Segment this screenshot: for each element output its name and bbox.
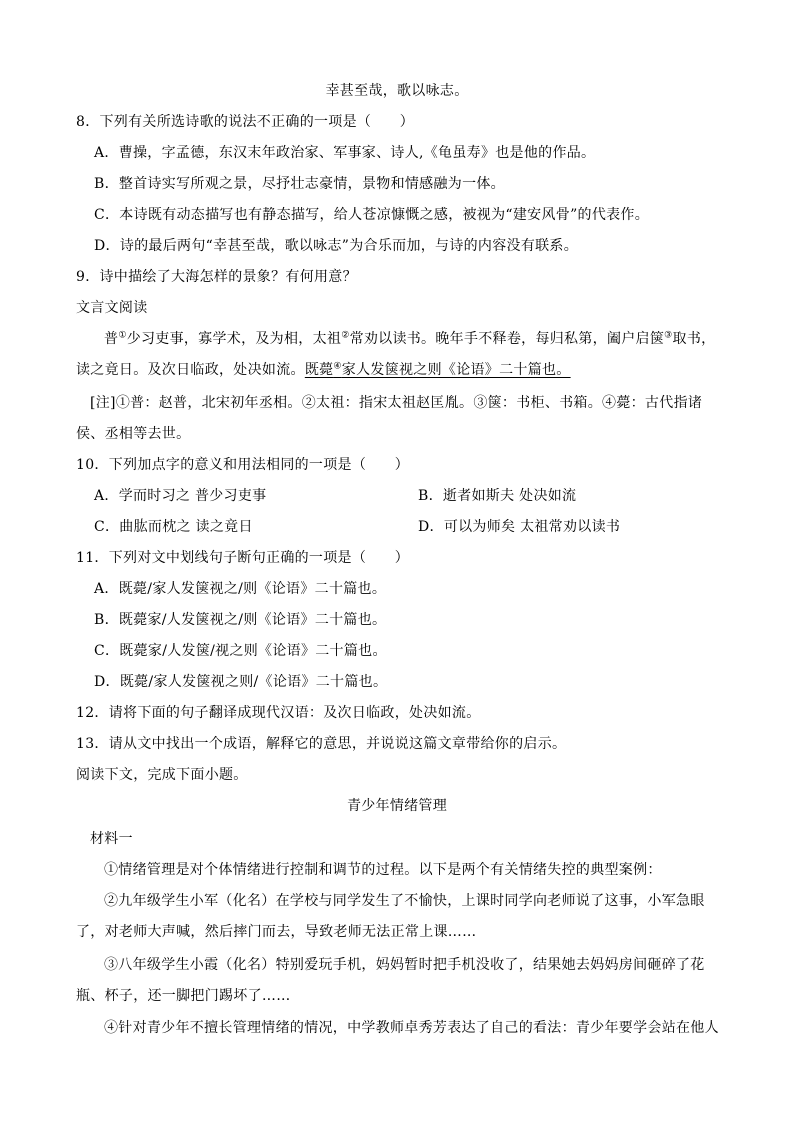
passage-text: 取书， — [672, 331, 716, 347]
paragraph-3-line-1: ③八年级学生小霞（化名）特别爱玩手机，妈妈暂时把手机没收了，结果她去妈妈房间砸碎了花 — [104, 957, 705, 973]
notes-line-2: 侯、丞相等去世。 — [76, 426, 191, 442]
paragraph-2-line-1: ②九年级学生小军（化名）在学校与同学发生了不愉快，上课时同学向老师说了这事，小军急眼 — [104, 893, 705, 909]
footnote-marker: ④ — [333, 361, 342, 372]
paragraph-3-line-2: 瓶、杯子，还一脚把门踢坏了…… — [76, 988, 291, 1004]
passage-text: 读之竟日。及次日临政，处决如流。 — [76, 362, 305, 378]
underlined-text: 家人发箧视之则《论语》二十篇也。 — [341, 362, 571, 378]
section-heading-classical: 文言文阅读 — [76, 300, 148, 316]
passage-line-1 — [104, 329, 715, 349]
paragraph-4-line-1: ④针对青少年不擅长管理情绪的情况，中学教师卓秀芳表达了自己的看法：青少年要学会站在他人 — [104, 1020, 719, 1036]
question-8-option-d: D．诗的最后两句“幸甚至哉，歌以咏志”为合乐而加，与诗的内容没有联系。 — [94, 238, 579, 254]
question-10-option-c: C．曲肱而枕之 读之竟日 — [94, 519, 253, 535]
question-11-stem: 11．下列对文中划线句子断句正确的一项是（ ） — [76, 550, 410, 566]
footnote-marker: ① — [118, 330, 127, 341]
material-label: 材料一 — [90, 831, 133, 847]
passage-text: 普 — [104, 331, 119, 347]
paragraph-1: ①情绪管理是对个体情绪进行控制和调节的过程。以下是两个有关情绪失控的典型案例： — [104, 862, 662, 878]
paragraph-2-line-2: 了，对老师大声喊，然后摔门而去，导致老师无法正常上课…… — [76, 924, 477, 940]
question-8-stem: 8．下列有关所选诗歌的说法不正确的一项是（ ） — [76, 114, 415, 130]
passage-text: 常劝以读书。晚年手不释卷，每归私第，阖户启箧 — [349, 331, 665, 347]
question-13: 13．请从文中找出一个成语，解释它的意思，并说说这篇文章带给你的启示。 — [76, 736, 567, 752]
question-10-option-d: D．可以为师矣 太祖常劝以读书 — [418, 519, 621, 535]
question-10-option-b: B．逝者如斯夫 处决如流 — [418, 488, 577, 504]
footnote-marker: ③ — [664, 330, 673, 341]
passage-line-2 — [76, 360, 571, 380]
question-11-option-b: B．既薨家/人发箧视之/则《论语》二十篇也。 — [94, 612, 387, 628]
article-title: 青少年情绪管理 — [346, 798, 448, 814]
question-8-option-a: A．曹操，字孟德，东汉末年政治家、军事家、诗人,《龟虽寿》也是他的作品。 — [94, 145, 596, 161]
question-11-option-a: A．既薨/家人发箧视之/则《论语》二十篇也。 — [94, 581, 387, 597]
question-9: 9．诗中描绘了大海怎样的景象？有何用意？ — [76, 269, 357, 285]
passage-text: 少习吏事，寡学术，及为相，太祖 — [126, 331, 342, 347]
question-12: 12．请将下面的句子翻译成现代汉语：及次日临政，处决如流。 — [76, 705, 481, 721]
poem-last-line: 幸甚至哉，歌以咏志。 — [325, 83, 469, 99]
question-10-option-a: A．学而时习之 普少习吏事 — [94, 488, 267, 504]
reading-instruction: 阅读下文，完成下面小题。 — [76, 767, 248, 783]
question-11-option-c: C．既薨家/人发箧/视之则《论语》二十篇也。 — [94, 643, 387, 659]
question-11-option-d: D．既薨/家人发箧视之则/《论语》二十篇也。 — [94, 674, 388, 690]
notes-line-1: [注]①普：赵普，北宋初年丞相。②太祖：指宋太祖赵匡胤。③箧：书柜、书箱。④薨：古代指诸 — [90, 395, 703, 411]
footnote-marker: ② — [341, 330, 350, 341]
question-8-option-b: B．整首诗实写所观之景，尽抒壮志豪情，景物和情感融为一体。 — [94, 176, 505, 192]
underlined-sentence — [305, 362, 571, 378]
underlined-text: 既薨 — [304, 362, 334, 378]
question-10-stem: 10．下列加点字的意义和用法相同的一项是（ ） — [76, 457, 410, 473]
question-8-option-c: C．本诗既有动态描写也有静态描写，给人苍凉慷慨之感，被视为“建安风骨”的代表作。 — [94, 207, 650, 223]
